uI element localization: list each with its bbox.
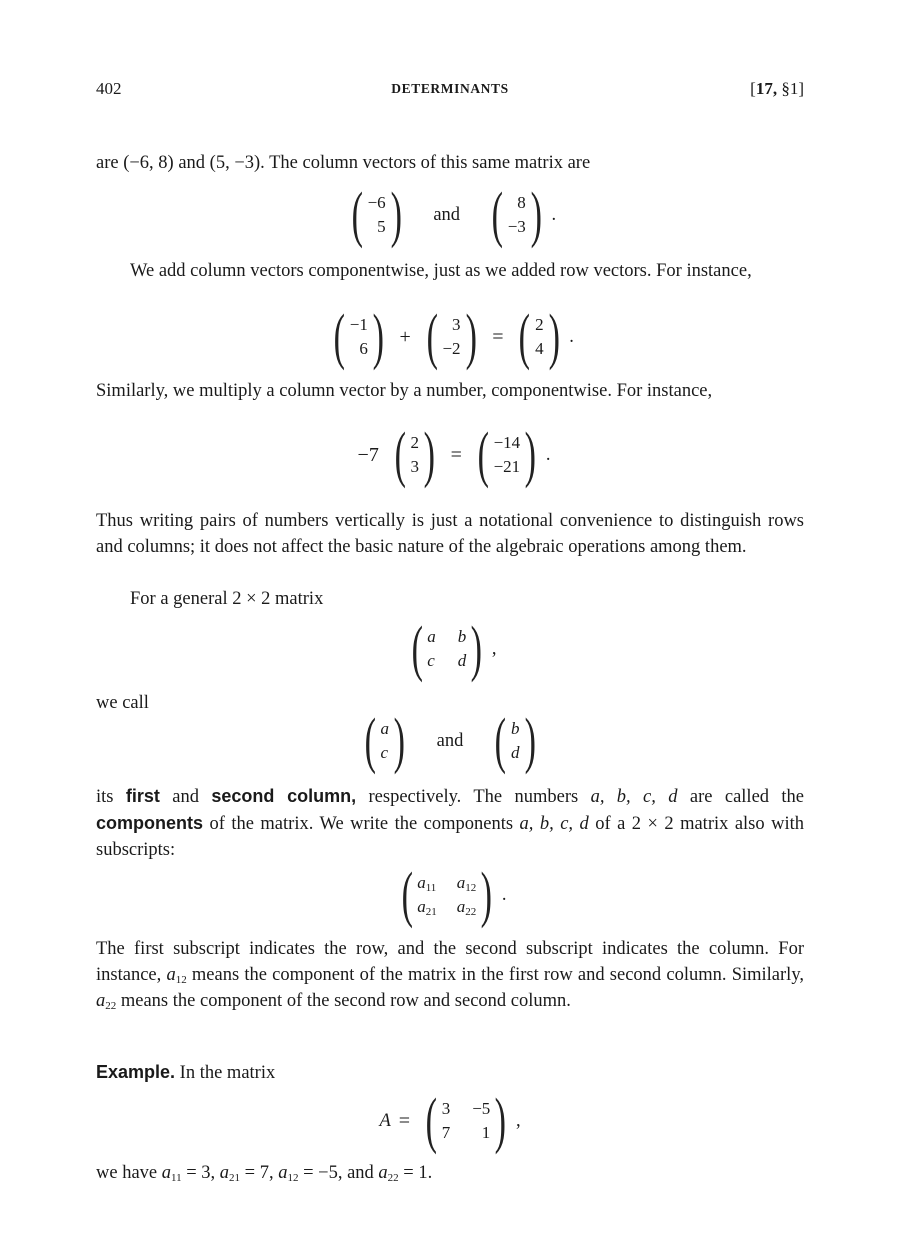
matrix: ( a b c d ) [411, 615, 483, 683]
paragraph-8: The first subscript indicates the row, and the second subscript indicates the column. For instance, $a_{12}$ means the component of the matrix in the first row and second column. Similarly, $a_{22}$ means the component of the second row and second column. [96, 939, 804, 1012]
paragraph-9: we have $a_{11} = 3$, $a_{21} = 7$, $a_{12} = -5$, and $a_{22} = 1$. [96, 1163, 433, 1184]
column-vector: ( 3 −2 ) [426, 303, 477, 371]
paragraph-1: are (−6, 8) and (5, −3). The column vectors of this same matrix are [96, 153, 591, 173]
paragraph-5: For a general 2 × 2 matrix [130, 589, 324, 609]
paragraph-6: we call [96, 693, 149, 713]
column-vector: ( −1 6 ) [333, 303, 384, 371]
running-header [96, 76, 804, 102]
column-vector: ( 2 4 ) [519, 303, 560, 371]
column-vector: ( a c ) [364, 707, 405, 775]
matrix: ( $a_{11}$ $a_{12}$ $a_{21}$ $a_{22}$ ) [401, 861, 493, 929]
matrix: ( 3 −5 7 1 ) [425, 1087, 507, 1155]
equation-example-matrix: A = ( 3 −5 7 1 ) , [379, 1087, 521, 1155]
column-vector: ( 8 −3 ) [491, 181, 542, 249]
page-number: 402 [96, 79, 122, 98]
equation-columns: ( a c ) and ( b d ) [96, 710, 804, 772]
column-vector: ( b d ) [495, 707, 536, 775]
and-word: and [433, 205, 461, 225]
equation-general-matrix: ( a b c d ) , [96, 618, 804, 680]
equation-vector-sum: ( −1 6 ) + ( 3 −2 ) = ( 2 4 ) . [96, 306, 804, 368]
column-vector: ( −6 5 ) [351, 181, 402, 249]
paragraph-4: Thus writing pairs of numbers vertically is just a notational convenience to distinguish rows and columns; it does not affect the basic nature of the algebraic operations among them. [96, 511, 804, 557]
equation-column-vectors: ( −6 5 ) and ( 8 −3 ) . [96, 184, 804, 246]
column-vector: ( −14 −21 ) [477, 421, 537, 489]
equation-scalar-multiple: −7 ( 2 3 ) = ( −14 −21 ) . [357, 421, 551, 489]
paragraph-7: its first and second column, respectively. The numbers a, b, c, d are called the components of the matrix. We write the components a, b, c, d of a 2 × 2 matrix also with subscripts: [96, 786, 805, 860]
paragraph-2: We add column vectors componentwise, just as we added row vectors. For instance, [130, 261, 752, 281]
example-heading: Example. In the matrix [96, 1062, 276, 1083]
running-title: DETERMINANTS [391, 81, 509, 96]
column-vector: ( 2 3 ) [394, 421, 435, 489]
equation-subscript-matrix: ( $a_{11}$ $a_{12}$ $a_{21}$ $a_{22}$ ) . [96, 864, 804, 926]
section-reference: [17, §1] [750, 79, 804, 98]
paragraph-3: Similarly, we multiply a column vector by a number, componentwise. For instance, [96, 381, 713, 401]
